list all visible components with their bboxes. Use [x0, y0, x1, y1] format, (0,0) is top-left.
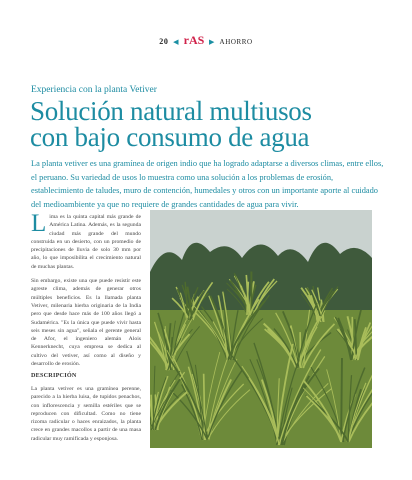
magazine-logo: rAS	[183, 33, 205, 47]
vetiver-grass-illustration	[150, 210, 372, 448]
article-title	[30, 98, 390, 150]
body-paragraph-1-text: ima es la quinta capital más grande de América Latina. Además, es la segunda ciudad más grande del mundo construida en un desierto, con un promedio de precipitaciones de lluvia de solo 30 mm por año, lo que imposibilita el crecimiento natural de muchas plantas.	[31, 214, 141, 270]
triangle-right-icon: ▶	[208, 38, 215, 46]
body-column-top	[31, 210, 141, 374]
body-column-bottom	[31, 385, 141, 449]
vetiver-photo	[150, 210, 372, 448]
title-line-1: Solución natural multiusos	[30, 96, 312, 126]
article-kicker: Experiencia con la planta Vetiver	[31, 85, 157, 95]
grass-blade	[204, 374, 205, 440]
section-heading: DESCRIPCIÓN	[31, 372, 77, 379]
body-paragraph-1	[31, 210, 141, 271]
title-line-2: con bajo consumo de agua	[30, 122, 310, 152]
page-number: 20	[159, 37, 169, 46]
article-lead: La planta vetiver es una gramínea de origen indio que ha logrado adaptarse a diversos climas, entre ellos, el peruano. Su variedad de usos lo muestra como una solución a los problemas de erosión, establecimiento de taludes, muro de contención, humedales y otros con un importante aporte al cuidado del medioambiente ya que no requiere de grandes cantidades de agua para vivir.	[31, 159, 384, 209]
body-paragraph-2: Sin embargo, existe una que puede resistir este agreste clima, además de generar otros múltiples beneficios. Es la llamada planta Vetiver, milenaria hierba originaria de la India pero que desde hace más de 100 años llegó a Sudamérica. "Es la única que puede vivir hasta seis meses sin agua", señala el gerente general de Afor, el ingeniero alemán Alois Kennerknecht, cuya empresa se dedica al cultivo del vetiver, así como al diseño y desarrollo de erosión.	[31, 278, 141, 368]
page-header	[0, 33, 412, 48]
triangle-left-icon: ◀	[173, 38, 180, 46]
body-paragraph-3: La planta vetiver es una gramínea perenne, parecido a la hierba luisa, de tupidos penachos, con inflorescencia y semilla estériles que se reproducen con dificultad. Como no tiene rizoma radicular o haces enraizados, la planta crece en grandes macollos a partir de una masa radicular muy ramificada y esponjosa.	[31, 386, 141, 442]
section-name: AHORRO	[219, 38, 253, 46]
drop-cap: L	[31, 210, 47, 237]
